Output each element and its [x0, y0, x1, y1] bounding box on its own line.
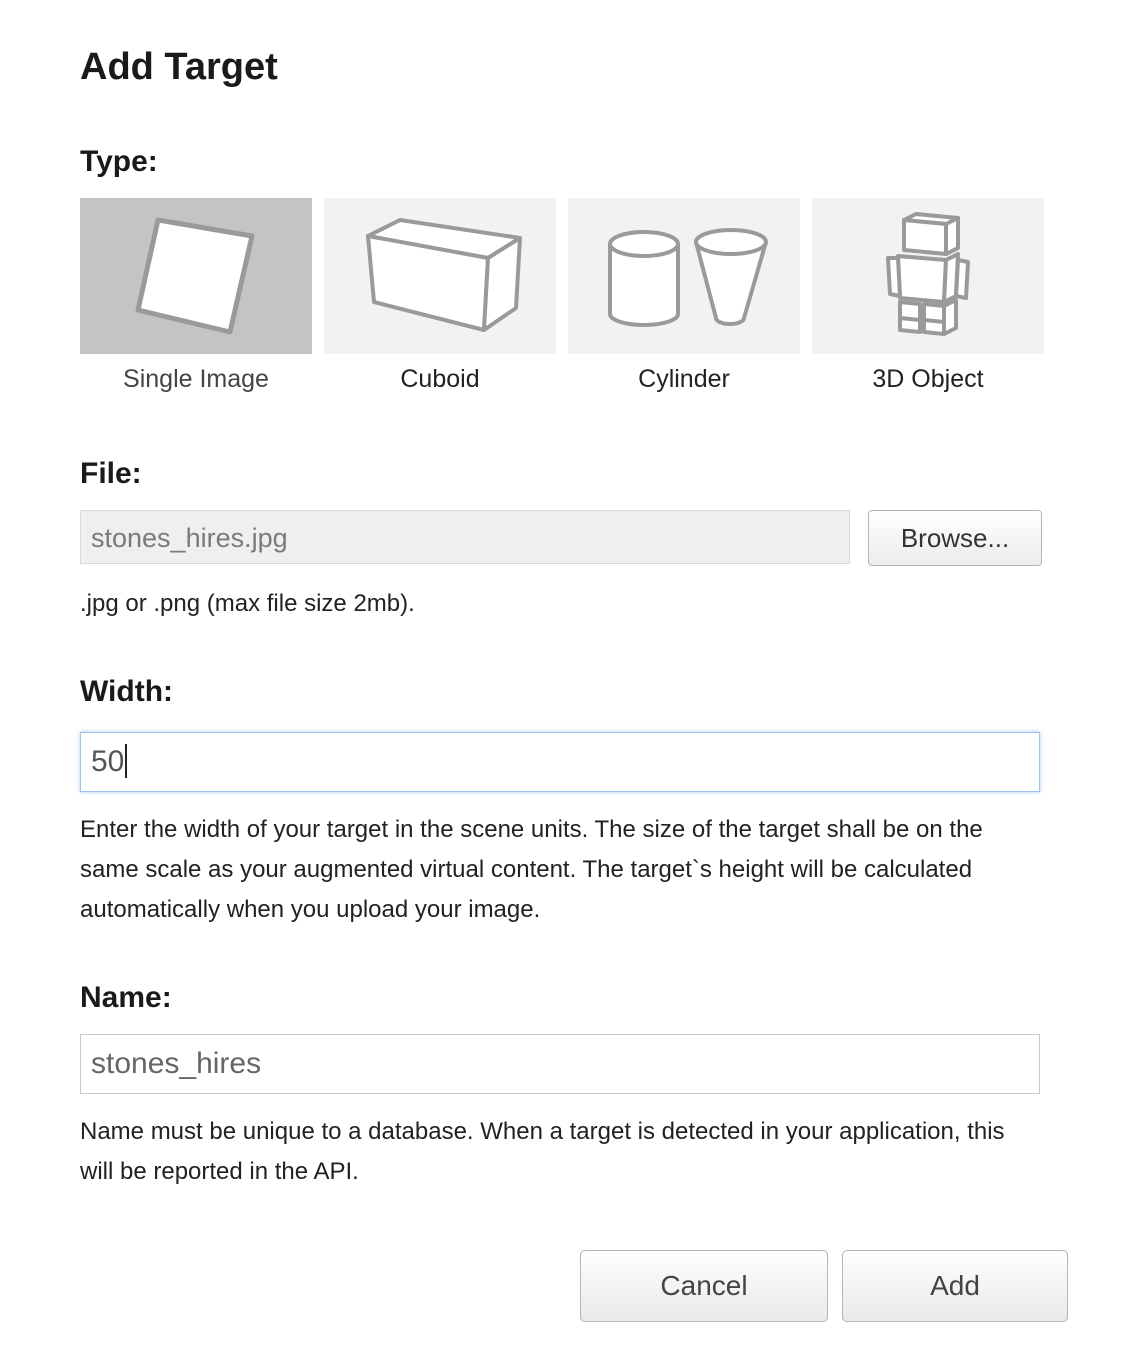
dialog-title: Add Target [80, 46, 278, 88]
type-option-3d-object[interactable] [812, 198, 1044, 354]
type-label: Type: [80, 145, 158, 178]
type-option-label-cylinder: Cylinder [638, 365, 730, 393]
type-option-cuboid[interactable] [324, 198, 556, 354]
file-path-field: stones_hires.jpg [80, 510, 850, 564]
type-option-label-3d-object: 3D Object [872, 365, 984, 393]
type-option-label-cuboid: Cuboid [400, 365, 480, 393]
width-input-value: 50 [91, 745, 125, 778]
cuboid-icon [324, 198, 556, 354]
name-helper-text: Name must be unique to a database. When a target is detected in your application, this will be reported in the API. [80, 1118, 1005, 1185]
3d-object-icon [812, 198, 1044, 354]
file-label: File: [80, 457, 142, 490]
cancel-button[interactable]: Cancel [580, 1250, 828, 1322]
file-helper-text: .jpg or .png (max file size 2mb). [80, 590, 415, 617]
width-helper-text: Enter the width of your target in the scene units. The size of the target shall be on the same scale as your augmented virtual content. The target`s height will be calculated automatically when you upload your image. [80, 816, 983, 923]
browse-button[interactable]: Browse... [868, 510, 1042, 566]
single-image-icon [80, 198, 312, 354]
text-caret [125, 744, 127, 778]
add-button[interactable]: Add [842, 1250, 1068, 1322]
type-option-label-single-image: Single Image [123, 365, 269, 393]
name-input[interactable]: stones_hires [80, 1034, 1040, 1094]
type-option-cylinder[interactable] [568, 198, 800, 354]
cylinder-icon [568, 198, 800, 354]
type-option-single-image[interactable] [80, 198, 312, 354]
width-label: Width: [80, 675, 174, 708]
name-label: Name: [80, 981, 172, 1014]
width-input[interactable] [80, 732, 1040, 792]
